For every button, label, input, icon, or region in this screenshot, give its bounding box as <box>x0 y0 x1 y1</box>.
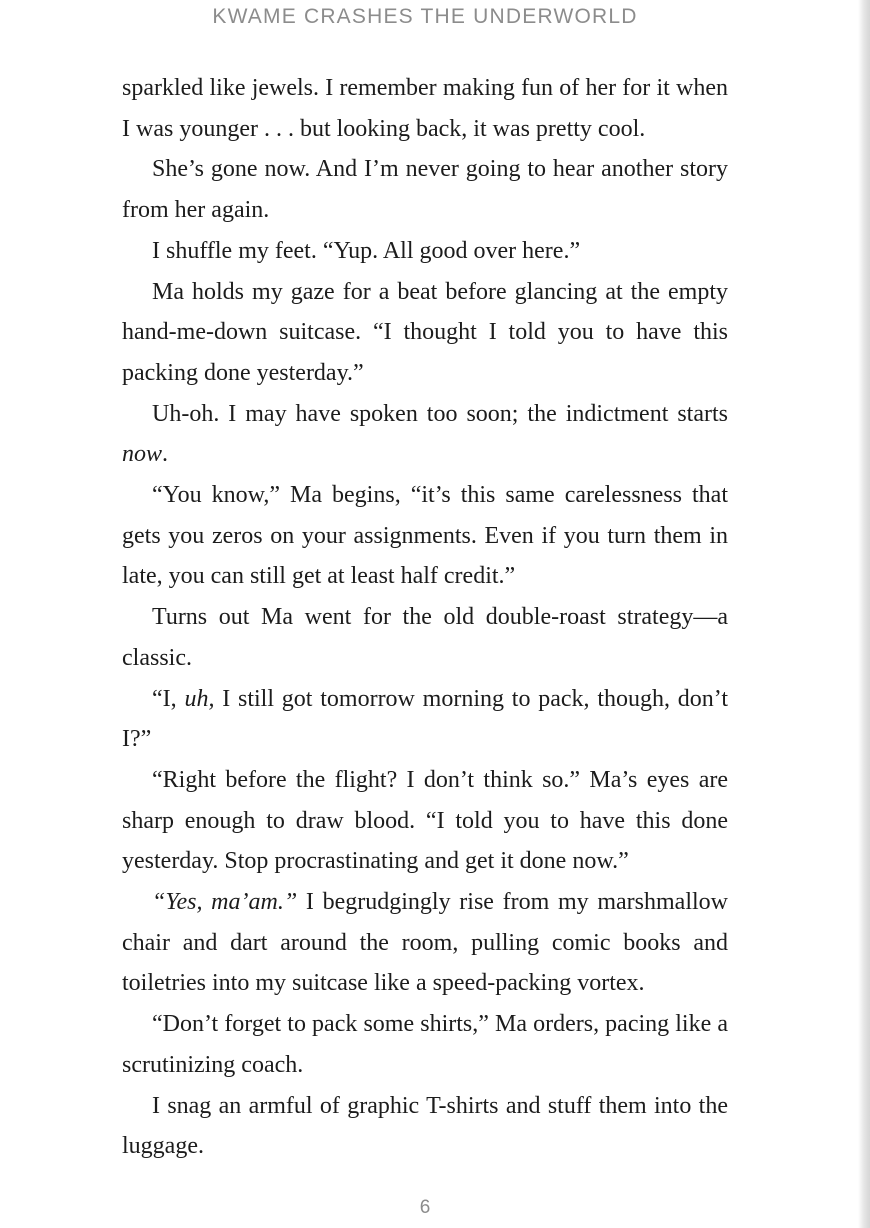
paragraph-10-text-after: I begrudgingly rise from my marshmallow chair and dart around the room, pulling comic books and toiletries into my suitcase like a speed-packing vortex. <box>122 889 728 997</box>
paragraph-7: Turns out Ma went for the old double-roast strategy—a classic. <box>122 604 728 671</box>
body-text <box>122 68 728 1167</box>
paragraph-6: “You know,” Ma begins, “it’s this same carelessness that gets you zeros on your assignments. Even if you turn them in late, you can still get at least half credit.” <box>122 482 728 590</box>
running-header: KWAME CRASHES THE UNDERWORLD <box>212 5 638 28</box>
paragraph-11: “Don’t forget to pack some shirts,” Ma orders, pacing like a scrutinizing coach. <box>122 1011 728 1078</box>
paragraph-3: I shuffle my feet. “Yup. All good over here.” <box>152 237 581 264</box>
paragraph-5-italic: now <box>122 441 163 468</box>
page-edge-shadow <box>858 0 870 1228</box>
paragraph-10-italic: “Yes, ma’am.” <box>152 889 298 916</box>
paragraph-12: I snag an armful of graphic T-shirts and stuff them into the luggage. <box>122 1092 728 1160</box>
paragraph-8 <box>122 679 728 760</box>
paragraph-2: She’s gone now. And I’m never going to hear another story from her again. <box>122 156 728 224</box>
paragraph-5-text-before: Uh-oh. I may have spoken too soon; the indictment starts <box>152 400 728 427</box>
paragraph-8-italic: uh, <box>184 685 215 712</box>
paragraph-1: sparkled like jewels. I remember making fun of her for it when I was younger . . . but looking back, it was pretty cool. <box>122 75 728 142</box>
paragraph-5-text-after: . <box>162 441 169 468</box>
paragraph-4: Ma holds my gaze for a beat before glancing at the empty hand-me-down suitcase. “I thought I told you to have this packing done yesterday.” <box>122 278 728 386</box>
paragraph-5 <box>122 394 728 475</box>
page-number: 6 <box>419 1197 431 1218</box>
paragraph-9: “Right before the flight? I don’t think so.” Ma’s eyes are sharp enough to draw blood. “I told you to have this done yesterday. Stop procrastinating and get it done now.” <box>122 766 728 875</box>
paragraph-10 <box>122 882 728 1004</box>
paragraph-8-text-before: “I, <box>152 685 185 712</box>
paragraph-8-text-after: I still got tomorrow morning to pack, though, don’t I?” <box>122 685 728 753</box>
